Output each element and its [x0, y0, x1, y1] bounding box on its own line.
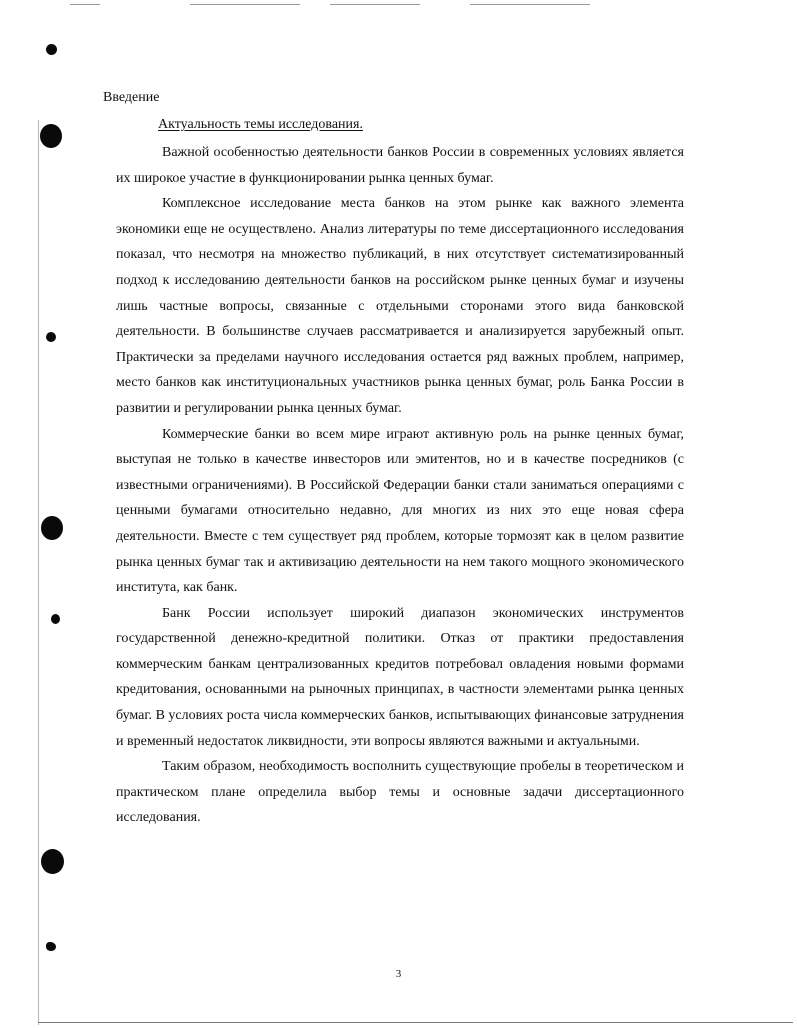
paragraph: Важной особенностью деятельности банков России в современных условиях является их широкое участие в функционировании рынка ценных бумаг.	[116, 145, 684, 186]
punch-hole	[40, 124, 62, 148]
page-number: 3	[395, 968, 402, 980]
scan-artifact-line	[330, 4, 420, 5]
scan-artifact-line	[70, 4, 100, 5]
punch-hole	[46, 332, 56, 342]
scan-artifact-bottom-line	[38, 1022, 793, 1023]
paragraph: Коммерческие банки во всем мире играют активную роль на рынке ценных бумаг, выступая не только в качестве инвесторов или эмитентов, но и в качестве посредников (с известными ограничениями). В Российской Федерации банки стали заниматься операциями с ценными бумагами относительно недавно, для многих из них это еще новая сфера деятельности. Вместе с тем существует ряд проблем, которые тормозят как в целом развитие рынка ценных бумаг так и активизацию деятельности на нем такого мощного экономического института, как банк.	[116, 426, 684, 596]
scan-artifact-line	[190, 4, 300, 5]
paragraph: Комплексное исследование места банков на этом рынке как важного элемента экономики еще не осуществлено. Анализ литературы по теме диссертационного исследования показал, что несмотря на множество публикаций, в них отсутствует систематизированный подход к исследованию деятельности банков на российском рынке ценных бумаг и изучены лишь частные вопросы, связанные с отдельными сторонами этого вида банковской деятельности. В большинстве случаев рассматривается и анализируется зарубежный опыт. Практически за пределами научного исследования остается ряд важных проблем, например, место банков как институциональных участников рынка ценных бумаг, роль Банка России в развитии и регулировании рынка ценных бумаг.	[116, 196, 684, 416]
punch-hole	[46, 942, 56, 951]
section-heading: Введение	[103, 90, 160, 105]
punch-hole	[41, 849, 64, 874]
subsection-heading: Актуальность темы исследования.	[158, 117, 363, 132]
scan-artifact-margin-line	[38, 120, 39, 1025]
punch-hole	[41, 516, 63, 540]
paragraph: Таким образом, необходимость восполнить существующие пробелы в теоретическом и практическом плане определила выбор темы и основные задачи диссертационного исследования.	[116, 759, 684, 826]
paragraph: Банк России использует широкий диапазон экономических инструментов государственной денежно-кредитной политики. Отказ от практики предоставления коммерческим банкам централизованных кредитов потребовал овладения новыми формами кредитования, основанными на рыночных принципах, в частности элементами рынка ценных бумаг. В условиях роста числа коммерческих банков, испытывающих финансовые затруднения и временный недостаток ликвидности, эти вопросы являются важными и актуальными.	[116, 605, 684, 749]
scan-artifact-line	[470, 4, 590, 5]
punch-hole	[51, 614, 60, 624]
body-text	[116, 140, 684, 831]
punch-hole	[46, 44, 57, 55]
